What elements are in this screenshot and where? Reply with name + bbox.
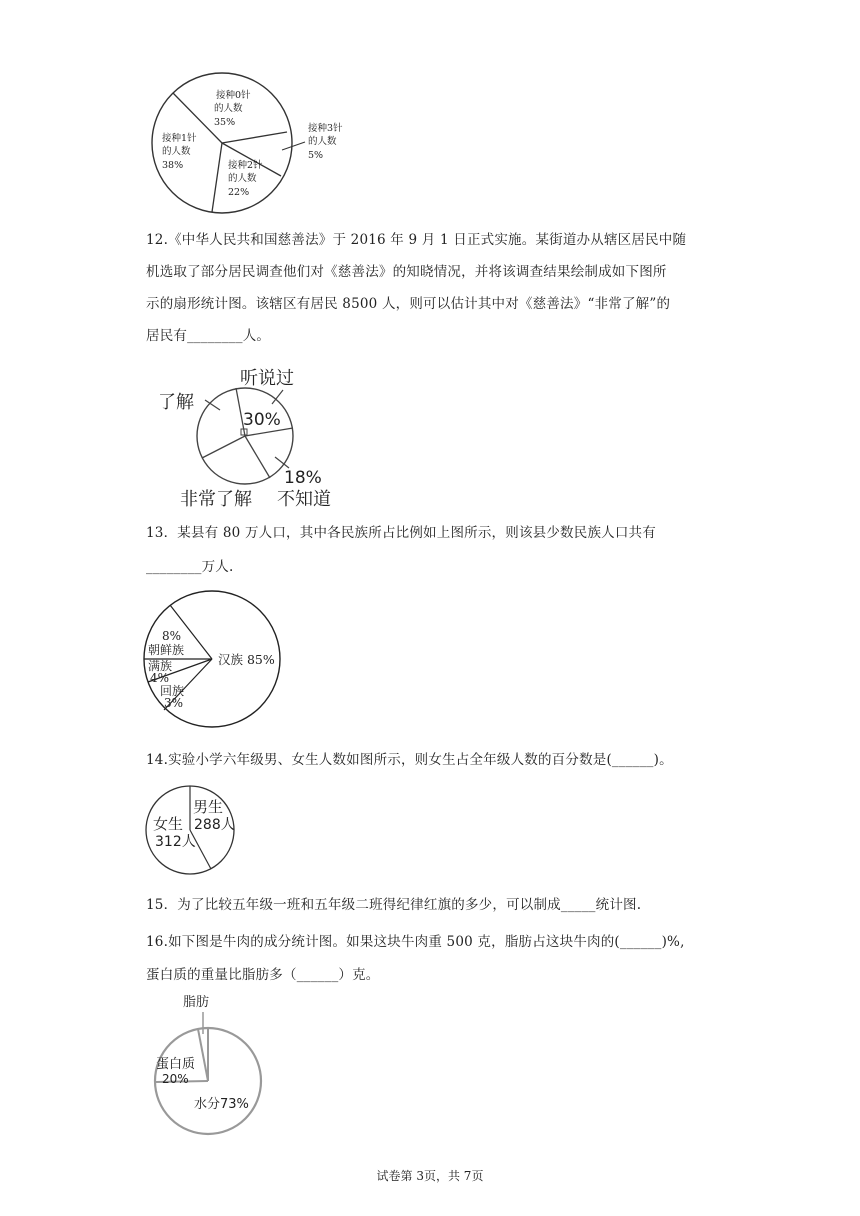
vaccine-pie-chart	[150, 70, 360, 220]
slice0-label: 接种0针 的人数 35%	[214, 90, 251, 128]
question-14: 14.实验小学六年级男、女生人数如图所示，则女生占全年级人数的百分数是(______)。	[146, 752, 673, 768]
label-18pct: 18%	[284, 468, 322, 488]
vaccine-pie-leader	[282, 142, 305, 150]
water-label: 水分73%	[194, 1097, 249, 1112]
female-label: 女生	[153, 815, 184, 833]
question-16-line: 蛋白质的重量比脂肪多（______）克。	[146, 967, 380, 983]
label-dont-know: 不知道	[277, 489, 331, 510]
korean-label: 朝鲜族	[148, 643, 185, 657]
beef-pie-divider	[198, 1029, 208, 1081]
slice1-label: 接种1针 的人数 38%	[162, 133, 197, 171]
charity-pie-divider	[202, 436, 245, 458]
question-16-line: 16.如下图是牛肉的成分统计图。如果这块牛肉重 500 克，脂肪占这块牛肉的(______)%,	[146, 934, 685, 950]
question-12-line: 12.《中华人民共和国慈善法》于 2016 年 9 月 1 日正式实施。某街道办从辖区居民中随	[146, 232, 687, 248]
fat-label: 脂肪	[183, 995, 210, 1010]
slice2-label: 接种2针 的人数 22%	[228, 160, 263, 198]
manchu-label: 满族	[148, 659, 173, 673]
vaccine-pie-divider	[222, 132, 287, 143]
question-13-line: ________万人.	[146, 559, 234, 575]
question-15: 15．为了比较五年级一班和五年级二班得纪律红旗的多少，可以制成_____统计图.	[146, 897, 642, 913]
protein-label: 蛋白质	[156, 1057, 196, 1072]
question-12-line: 机选取了部分居民调查他们对《慈善法》的知晓情况，并将该调查结果绘制成如下图所	[146, 264, 667, 280]
beef-pie-chart	[150, 990, 280, 1150]
question-12-line: 居民有________人。	[146, 328, 271, 344]
label-heard: 听说过	[240, 368, 294, 389]
charity-law-pie-chart	[150, 362, 360, 512]
vaccine-pie-divider	[212, 143, 222, 212]
male-label: 男生	[193, 798, 224, 816]
gender-pie-chart	[145, 785, 245, 875]
male-count: 288人	[194, 817, 235, 833]
slice3-label: 接种3针 的人数 5%	[308, 123, 343, 161]
label-30pct: 30%	[243, 410, 281, 430]
korean-pct: 8%	[162, 629, 182, 643]
label-know: 了解	[158, 392, 194, 413]
question-12-line: 示的扇形统计图。该辖区有居民 8500 人，则可以估计其中对《慈善法》“非常了解”的	[146, 296, 671, 312]
page-footer: 试卷第 3页，共 7页	[376, 1169, 484, 1183]
ethnic-pie-chart	[140, 588, 290, 738]
hui-label: 回族	[160, 684, 185, 698]
hui-pct: 3%	[164, 696, 184, 710]
charity-pie-divider	[245, 436, 270, 478]
protein-pct: 20%	[162, 1072, 189, 1086]
question-13-line: 13．某县有 80 万人口，其中各民族所占比例如上图所示，则该县少数民族人口共有	[146, 525, 656, 541]
label-very-know: 非常了解	[180, 489, 252, 510]
manchu-pct: 4%	[150, 671, 170, 685]
female-count: 312人	[155, 834, 196, 850]
han-label: 汉族 85%	[218, 652, 275, 667]
